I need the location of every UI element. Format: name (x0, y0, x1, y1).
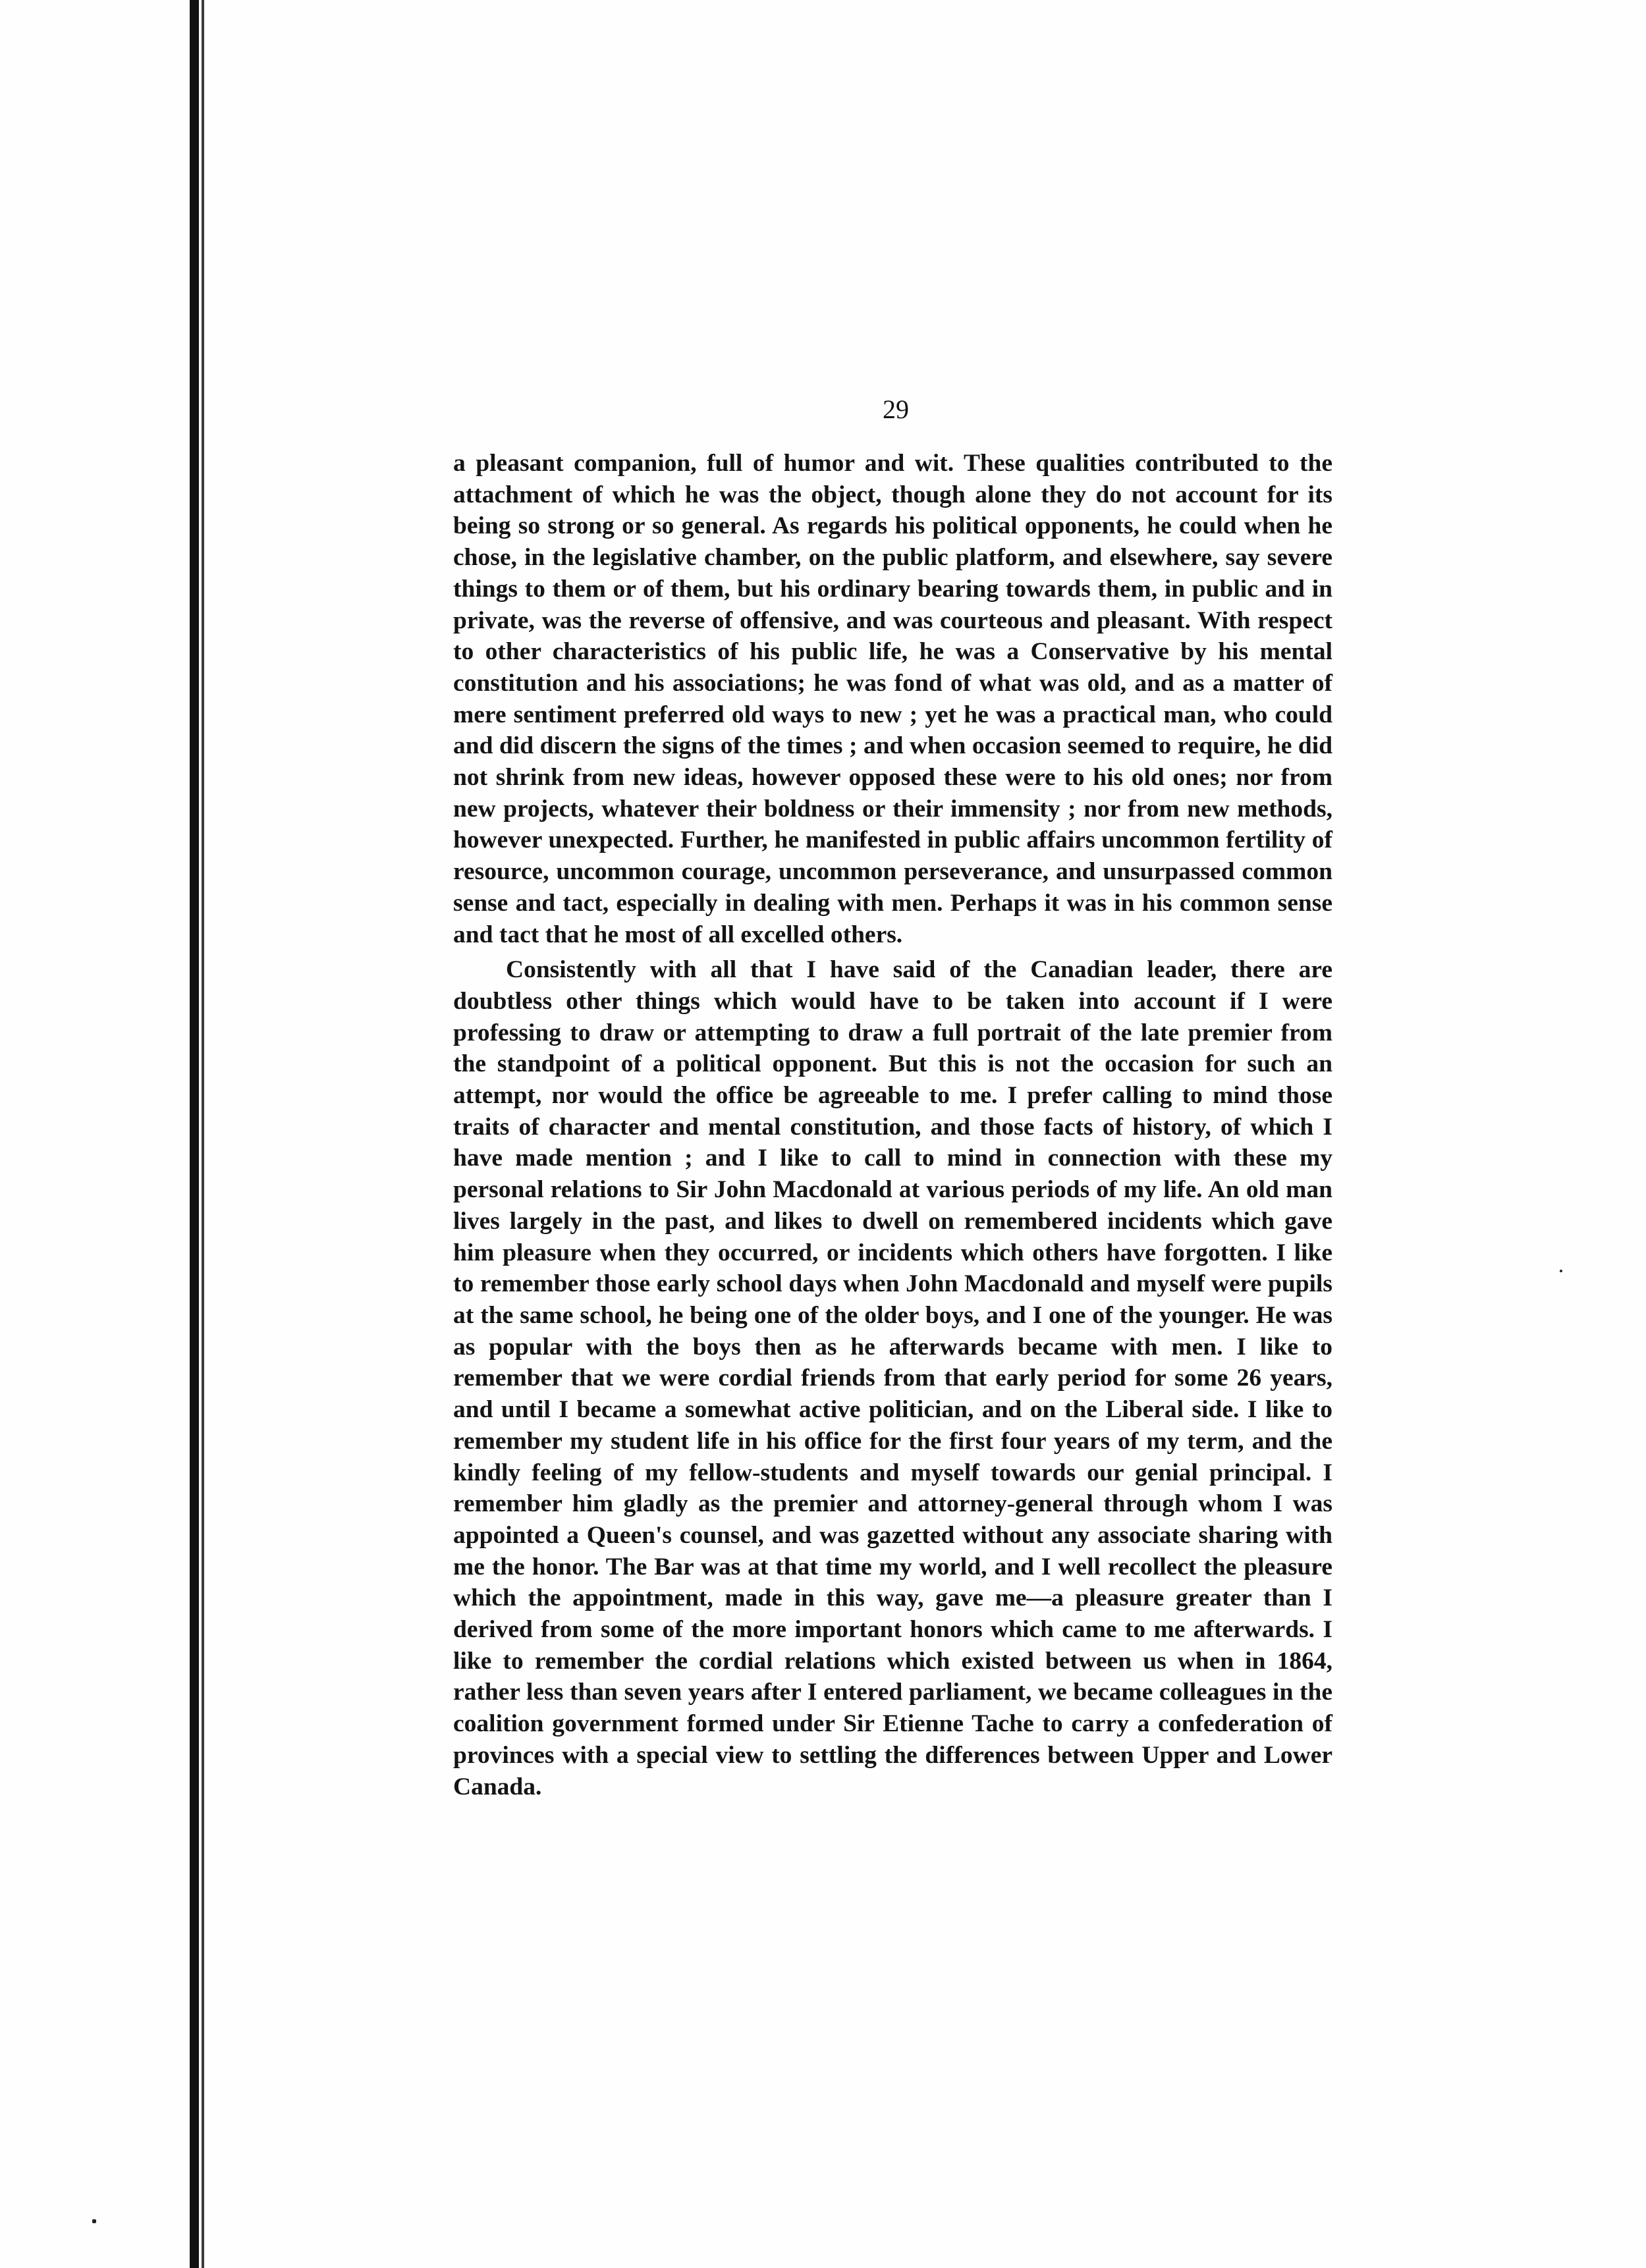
paragraph-1: a pleasant companion, full of humor and wit. These qualities contributed to the attachment of which he was the object, though alone they do not account for its being so strong or so general. As regards his political opponents, he could when he chose, in the legislative chamber, on the public platform, and elsewhere, say severe things to them or of them, but his ordinary bearing towards them, in public and in private, was the reverse of offensive, and was courteous and pleasant. With respect to other characteristics of his public life, he was a Conservative by his mental constitution and his associations; he was fond of what was old, and as a matter of mere sentiment preferred old ways to new ; yet he was a practical man, who could and did discern the signs of the times ; and when occasion seemed to require, he did not shrink from new ideas, however opposed these were to his old ones; nor from new projects, whatever their boldness or their immensity ; nor from new methods, however unexpected. Further, he manifested in public affairs uncommon fertility of resource, uncommon courage, uncommon perseverance, and unsurpassed common sense and tact, especially in dealing with men. Perhaps it was in his common sense and tact that he most of all excelled others. (453, 450, 1332, 948)
binding-edge (190, 0, 199, 2268)
body-text (453, 448, 1332, 1802)
page-number: 29 (883, 394, 909, 424)
scan-speck (1560, 1270, 1562, 1272)
scan-speck (92, 2219, 96, 2223)
paragraph-2-text: Consistently with all that I have said of the Canadian leader, there are doubtless other things which would have to be taken into account if I were professing to draw or attempting to draw a full portrait of the late premier from the standpoint of a political opponent. But this is not the occasion for such an attempt, nor would the office be agreeable to me. I prefer calling to mind those traits of character and mental constitution, and those facts of history, of which I have made mention ; and I like to call to mind in connection with these my personal relations to Sir John Macdonald at various periods of my life. An old man lives largely in the past, and likes to dwell on remembered incidents which gave him pleasure when they occurred, or incidents which others have forgotten. I like to remember those early school days when John Macdonald and myself were pupils at the same school, he being one of the older boys, and I one of the younger. He was as popular with the boys then as he afterwards became with men. I like to remember that we were cordial friends from that early period for some 26 years, and until I became a somewhat active politician, and on the Liberal side. I like to remember my student life in his office for the first four years of my term, and the kindly feeling of my fellow-students and myself towards our genial principal. I remember him gladly as the premier and attorney-general through whom I was appointed a Queen's counsel, and was gazetted without any associate sharing with me the honor. (453, 956, 1332, 1580)
paragraph-2 (453, 954, 1332, 1802)
binding-edge-shadow (202, 0, 204, 2268)
paragraph-2-continuation: The Bar was at that time my world, and I well recollect the pleasure which the appointment, made in this way, gave me—a pleasure greater than I derived from some of the more important honors which came to me afterwards. I like to remember the cordial relations which existed between us when in 1864, rather less than seven years after I entered parliament, we became colleagues in the coalition government formed under Sir Etienne Tache to carry a confederation of provinces with a special view to settling the differences between Upper and Lower Canada. (453, 1553, 1332, 1800)
